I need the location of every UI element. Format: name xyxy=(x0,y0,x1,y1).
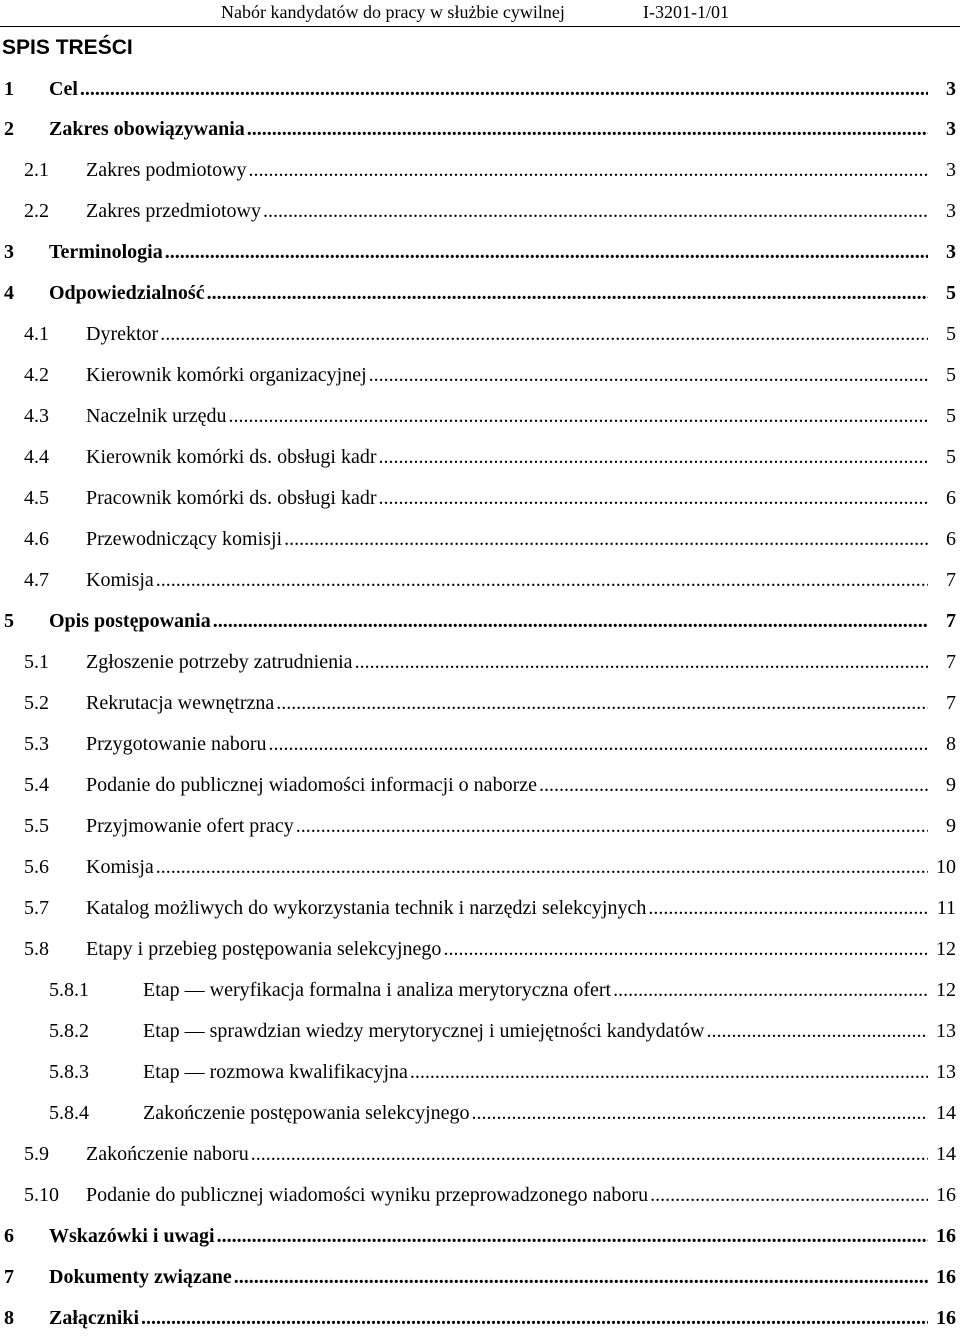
toc-dot-leader xyxy=(410,1060,928,1084)
toc-entry-label-wrap xyxy=(86,937,930,961)
toc-entry-number: 4.7 xyxy=(24,569,49,592)
toc-entry-page: 3 xyxy=(946,77,956,100)
toc-entry-page: 7 xyxy=(946,651,956,674)
toc-entry-label: Odpowiedzialność xyxy=(49,282,205,305)
toc-entry-number: 4.4 xyxy=(24,446,49,469)
toc-entry-page: 5 xyxy=(946,364,956,387)
toc-entry-number: 5.8.2 xyxy=(49,1019,89,1042)
toc-entry-label: Komisja xyxy=(86,855,154,878)
toc-entry-label-wrap xyxy=(49,1224,930,1248)
toc-entry-label-wrap xyxy=(86,732,930,756)
toc-entry-label-wrap xyxy=(86,773,930,797)
toc-entry-label-wrap xyxy=(49,1265,930,1289)
toc-entry-page: 8 xyxy=(946,733,956,756)
toc-entry-number: 7 xyxy=(4,1265,14,1288)
toc-entry-label: Terminologia xyxy=(49,241,163,264)
toc-entry[interactable] xyxy=(0,519,960,560)
toc-entry-label-wrap xyxy=(49,1306,930,1330)
toc-entry-number: 5.5 xyxy=(24,814,49,837)
toc-dot-leader xyxy=(141,1306,928,1330)
toc-entry-page: 14 xyxy=(936,1101,956,1124)
toc-entry[interactable] xyxy=(0,109,960,150)
toc-dot-leader xyxy=(156,855,928,879)
toc-entry[interactable] xyxy=(0,887,960,928)
toc-entry-label: Katalog możliwych do wykorzystania technik i narzędzi selekcyjnych xyxy=(86,896,647,919)
toc-entry[interactable] xyxy=(0,683,960,724)
toc-entry[interactable] xyxy=(0,1133,960,1174)
toc-entry-label: Zakończenie naboru xyxy=(86,1142,249,1165)
toc-dot-leader xyxy=(228,404,928,428)
toc-dot-leader xyxy=(213,609,928,633)
toc-dot-leader xyxy=(156,568,928,592)
toc-entry-page: 12 xyxy=(936,978,956,1001)
toc-entry-page: 3 xyxy=(946,118,956,141)
toc-entry-page: 11 xyxy=(936,896,956,919)
toc-dot-leader xyxy=(648,896,928,920)
toc-entry-label: Opis postępowania xyxy=(49,610,211,633)
toc-entry[interactable] xyxy=(0,1256,960,1297)
toc-entry-number: 5 xyxy=(4,610,14,633)
toc-entry-page: 16 xyxy=(936,1224,956,1247)
toc-entry-label-wrap xyxy=(86,363,930,387)
toc-entry-label-wrap xyxy=(86,855,930,879)
toc-entry[interactable] xyxy=(0,437,960,478)
toc-entry-label: Cel xyxy=(49,77,78,100)
toc-entry[interactable] xyxy=(0,1092,960,1133)
toc-entry-number: 1 xyxy=(4,77,14,100)
toc-entry-label: Podanie do publicznej wiadomości wyniku przeprowadzonego naboru xyxy=(86,1183,649,1206)
toc-entry[interactable] xyxy=(0,1215,960,1256)
toc-entry-number: 5.8.3 xyxy=(49,1060,89,1083)
toc-dot-leader xyxy=(247,117,928,141)
toc-entry-label: Zakres obowiązywania xyxy=(49,118,245,141)
toc-entry-number: 2.2 xyxy=(24,200,49,223)
toc-entry-label: Załączniki xyxy=(49,1306,140,1329)
toc-entry-number: 5.9 xyxy=(24,1142,49,1165)
toc-entry[interactable] xyxy=(0,642,960,683)
toc-entry[interactable] xyxy=(0,969,960,1010)
toc-entry[interactable] xyxy=(0,355,960,396)
toc-dot-leader xyxy=(613,978,928,1002)
toc-dot-leader xyxy=(443,937,928,961)
toc-dot-leader xyxy=(284,527,928,551)
toc-entry[interactable] xyxy=(0,314,960,355)
toc-entry[interactable] xyxy=(0,68,960,109)
toc-entry-label-wrap xyxy=(86,322,930,346)
toc-entry-page: 13 xyxy=(936,1060,956,1083)
toc-entry-number: 5.7 xyxy=(24,896,49,919)
toc-entry-number: 5.4 xyxy=(24,773,49,796)
toc-dot-leader xyxy=(369,363,928,387)
toc-entry[interactable] xyxy=(0,232,960,273)
toc-entry[interactable] xyxy=(0,150,960,191)
toc-entry-label: Zakończenie postępowania selekcyjnego xyxy=(143,1101,470,1124)
toc-entry-label-wrap xyxy=(86,691,930,715)
toc-dot-leader xyxy=(263,199,928,223)
toc-entry-number: 8 xyxy=(4,1306,14,1329)
toc-entry-number: 5.2 xyxy=(24,692,49,715)
toc-entry[interactable] xyxy=(0,273,960,314)
toc-entry-label: Przyjmowanie ofert pracy xyxy=(86,814,294,837)
toc-entry-label-wrap xyxy=(86,199,930,223)
toc-entry-label-wrap xyxy=(49,609,930,633)
toc-entry-label: Etap — sprawdzian wiedzy merytorycznej i umiejętności kandydatów xyxy=(143,1019,705,1042)
toc-entry-number: 5.3 xyxy=(24,733,49,756)
toc-entry-page: 16 xyxy=(936,1183,956,1206)
toc-entry-page: 16 xyxy=(936,1265,956,1288)
toc-entry[interactable] xyxy=(0,478,960,519)
toc-entry-label-wrap xyxy=(143,1060,930,1084)
toc-entry-label: Zakres podmiotowy xyxy=(86,159,247,182)
toc-entry-label: Komisja xyxy=(86,569,154,592)
toc-entry-number: 5.8.1 xyxy=(49,978,89,1001)
toc-entry-label: Podanie do publicznej wiadomości informacji o naborze xyxy=(86,773,537,796)
document-title: Nabór kandydatów do pracy w służbie cywilnej xyxy=(221,2,565,22)
toc-entry-label-wrap xyxy=(49,77,930,101)
toc-entry-number: 2 xyxy=(4,118,14,141)
toc-entry[interactable] xyxy=(0,846,960,887)
toc-title: SPIS TREŚCI xyxy=(2,36,133,59)
toc-entry-page: 5 xyxy=(946,405,956,428)
toc-entry-number: 3 xyxy=(4,241,14,264)
toc-entry-label: Dyrektor xyxy=(86,323,159,346)
toc-entry-page: 5 xyxy=(946,282,956,305)
toc-entry-label-wrap xyxy=(86,404,930,428)
toc-dot-leader xyxy=(80,77,928,101)
toc-entry-label: Etapy i przebieg postępowania selekcyjnego xyxy=(86,937,442,960)
toc-entry-page: 9 xyxy=(946,773,956,796)
toc-entry-label-wrap xyxy=(86,1183,930,1207)
toc-entry-number: 4.3 xyxy=(24,405,49,428)
toc-entry-label: Kierownik komórki ds. obsługi kadr xyxy=(86,446,377,469)
toc-entry-page: 3 xyxy=(946,159,956,182)
toc-entry[interactable] xyxy=(0,560,960,601)
toc-entry-label-wrap xyxy=(49,117,930,141)
toc-entry-page: 6 xyxy=(946,487,956,510)
toc-entry-label: Naczelnik urzędu xyxy=(86,405,227,428)
toc-entry-page: 7 xyxy=(946,610,956,633)
toc-entry-label: Rekrutacja wewnętrzna xyxy=(86,692,275,715)
toc-entry-label: Zakres przedmiotowy xyxy=(86,200,261,223)
toc-entry-label: Przygotowanie naboru xyxy=(86,733,267,756)
toc-entry-number: 2.1 xyxy=(24,159,49,182)
toc-entry-page: 16 xyxy=(936,1306,956,1329)
toc-entry-page: 7 xyxy=(946,692,956,715)
toc-dot-leader xyxy=(379,445,928,469)
toc-entry-page: 5 xyxy=(946,323,956,346)
toc-dot-leader xyxy=(249,158,928,182)
toc-dot-leader xyxy=(234,1265,928,1289)
toc-entry-label: Etap — rozmowa kwalifikacyjna xyxy=(143,1060,408,1083)
toc-entry-page: 12 xyxy=(936,937,956,960)
toc-entry-label-wrap xyxy=(49,240,930,264)
toc-dot-leader xyxy=(706,1019,928,1043)
toc-entry-label: Kierownik komórki organizacyjnej xyxy=(86,364,367,387)
toc-entry-page: 6 xyxy=(946,528,956,551)
document-code: I-3201-1/01 xyxy=(643,2,729,22)
toc-entry-label: Dokumenty związane xyxy=(49,1265,232,1288)
toc-entry-page: 3 xyxy=(946,200,956,223)
toc-dot-leader xyxy=(160,322,928,346)
toc-entry[interactable] xyxy=(0,1297,960,1338)
toc-dot-leader xyxy=(207,281,928,305)
toc-entry-label-wrap xyxy=(86,814,930,838)
toc-entry[interactable] xyxy=(0,928,960,969)
toc-entry[interactable] xyxy=(0,764,960,805)
toc-dot-leader xyxy=(217,1224,928,1248)
toc-entry-number: 5.8.4 xyxy=(49,1101,89,1124)
toc-entry-label-wrap xyxy=(86,486,930,510)
toc-entry-label-wrap xyxy=(86,158,930,182)
toc-entry-page: 3 xyxy=(946,241,956,264)
toc-entry[interactable] xyxy=(0,724,960,765)
toc-entry-number: 4.2 xyxy=(24,364,49,387)
toc-entry-number: 4 xyxy=(4,282,14,305)
toc-entry-page: 14 xyxy=(936,1142,956,1165)
toc-entry-label-wrap xyxy=(86,568,930,592)
toc-entry-label: Pracownik komórki ds. obsługi kadr xyxy=(86,487,377,510)
toc-entry-label: Wskazówki i uwagi xyxy=(49,1224,215,1247)
toc-entry[interactable] xyxy=(0,805,960,846)
toc-dot-leader xyxy=(650,1183,928,1207)
toc-entry[interactable] xyxy=(0,396,960,437)
toc-dot-leader xyxy=(165,240,928,264)
toc-entry-number: 4.6 xyxy=(24,528,49,551)
toc-dot-leader xyxy=(379,486,928,510)
toc-entry-number: 4.5 xyxy=(24,487,49,510)
toc-entry-number: 5.6 xyxy=(24,855,49,878)
toc-entry-page: 7 xyxy=(946,569,956,592)
toc-entry-label-wrap xyxy=(49,281,930,305)
toc-entry-page: 10 xyxy=(936,855,956,878)
toc-entry-number: 6 xyxy=(4,1224,14,1247)
toc-entry-page: 13 xyxy=(936,1019,956,1042)
running-header xyxy=(0,0,960,27)
toc-entry-label-wrap xyxy=(86,1142,930,1166)
toc-dot-leader xyxy=(355,650,928,674)
toc-entry-label-wrap xyxy=(86,896,930,920)
toc-entry-label-wrap xyxy=(143,1019,930,1043)
toc-entry-number: 4.1 xyxy=(24,323,49,346)
toc-entry-label-wrap xyxy=(86,650,930,674)
toc-dot-leader xyxy=(276,691,928,715)
toc-entry-page: 9 xyxy=(946,814,956,837)
toc-entry-label-wrap xyxy=(86,445,930,469)
toc-dot-leader xyxy=(539,773,928,797)
toc-entry[interactable] xyxy=(0,1010,960,1051)
toc-entry-page: 5 xyxy=(946,446,956,469)
toc-dot-leader xyxy=(296,814,928,838)
toc-entry-label: Przewodniczący komisji xyxy=(86,528,283,551)
toc-entry[interactable] xyxy=(0,601,960,642)
toc-entry-number: 5.1 xyxy=(24,651,49,674)
toc-entry-number: 5.10 xyxy=(24,1183,59,1206)
toc-entry-label-wrap xyxy=(143,1101,930,1125)
toc-dot-leader xyxy=(472,1101,928,1125)
toc-dot-leader xyxy=(251,1142,928,1166)
toc-entry[interactable] xyxy=(0,1051,960,1092)
toc-entry[interactable] xyxy=(0,1174,960,1215)
toc-entry-label-wrap xyxy=(143,978,930,1002)
toc-entry[interactable] xyxy=(0,191,960,232)
toc-entry-label-wrap xyxy=(86,527,930,551)
toc-dot-leader xyxy=(269,732,928,756)
toc-entry-number: 5.8 xyxy=(24,937,49,960)
toc-entry-label: Zgłoszenie potrzeby zatrudnienia xyxy=(86,651,353,674)
toc-entry-label: Etap — weryfikacja formalna i analiza merytoryczna ofert xyxy=(143,978,612,1001)
